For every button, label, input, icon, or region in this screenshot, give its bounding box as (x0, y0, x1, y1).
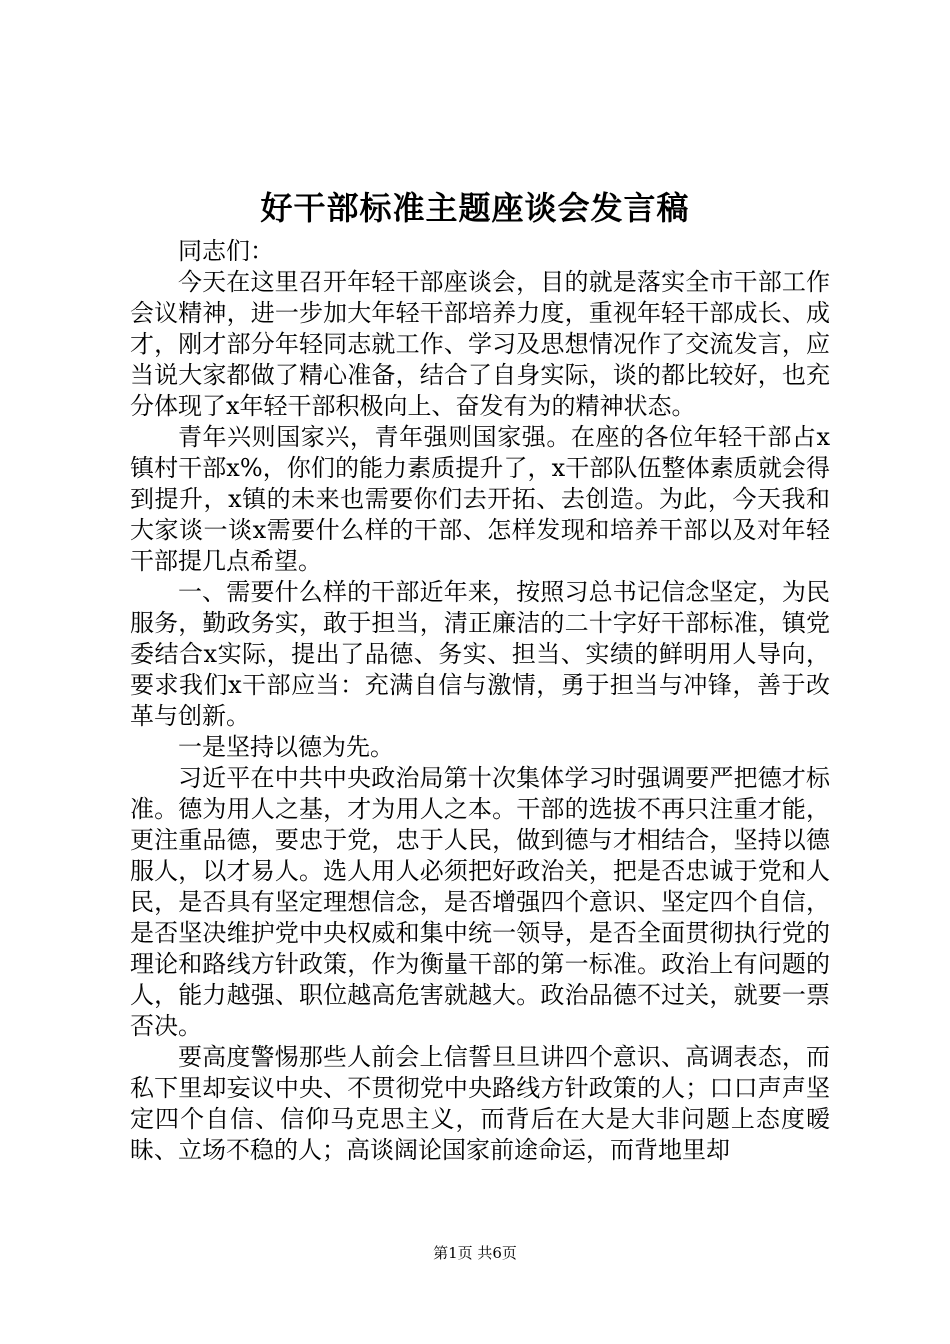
paragraph: 一、需要什么样的干部近年来，按照习总书记信念坚定，为民服务，勤政务实，敢于担当，清正廉洁的二十字好干部标准，镇党委结合x实际，提出了品德、务实、担当、实绩的鲜明用人导向，要求我们x干部应当：充满自信与激情，勇于担当与冲锋，善于改革与创新。 (130, 578, 830, 730)
paragraph: 青年兴则国家兴，青年强则国家强。在座的各位年轻干部占x镇村干部x%，你们的能力素质提升了，x干部队伍整体素质就会得到提升，x镇的未来也需要你们去开拓、去创造。为此，今天我和大家谈一谈x需要什么样的干部、怎样发现和培养干部以及对年轻干部提几点希望。 (130, 423, 830, 575)
document-body (130, 236, 830, 1166)
page-number-footer: 第1页 共6页 (433, 1244, 517, 1262)
paragraph-salutation: 同志们： (178, 237, 274, 265)
paragraph: 一是坚持以德为先。 (178, 733, 394, 761)
document-title: 好干部标准主题座谈会发言稿 (260, 189, 690, 227)
paragraph: 要高度警惕那些人前会上信誓旦旦讲四个意识、高调表态，而私下里却妄议中央、不贯彻党中央路线方针政策的人；口口声声坚定四个自信、信仰马克思主义，而背后在大是大非问题上态度暧昧、立场不稳的人；高谈阔论国家前途命运，而背地里却 (130, 1043, 830, 1164)
paragraph: 习近平在中共中央政治局第十次集体学习时强调要严把德才标准。德为用人之基，才为用人之本。干部的选拔不再只注重才能，更注重品德，要忠于党，忠于人民，做到德与才相结合，坚持以德服人，以才易人。选人用人必须把好政治关，把是否忠诚于党和人民，是否具有坚定理想信念，是否增强四个意识、坚定四个自信，是否坚决维护党中央权威和集中统一领导，是否全面贯彻执行党的理论和路线方针政策，作为衡量干部的第一标准。政治上有问题的人，能力越强、职位越高危害就越大。政治品德不过关，就要一票否决。 (130, 764, 830, 1040)
paragraph: 今天在这里召开年轻干部座谈会，目的就是落实全市干部工作会议精神，进一步加大年轻干部培养力度，重视年轻干部成长、成才，刚才部分年轻同志就工作、学习及思想情况作了交流发言，应当说大家都做了精心准备，结合了自身实际，谈的都比较好，也充分体现了x年轻干部积极向上、奋发有为的精神状态。 (130, 268, 830, 420)
